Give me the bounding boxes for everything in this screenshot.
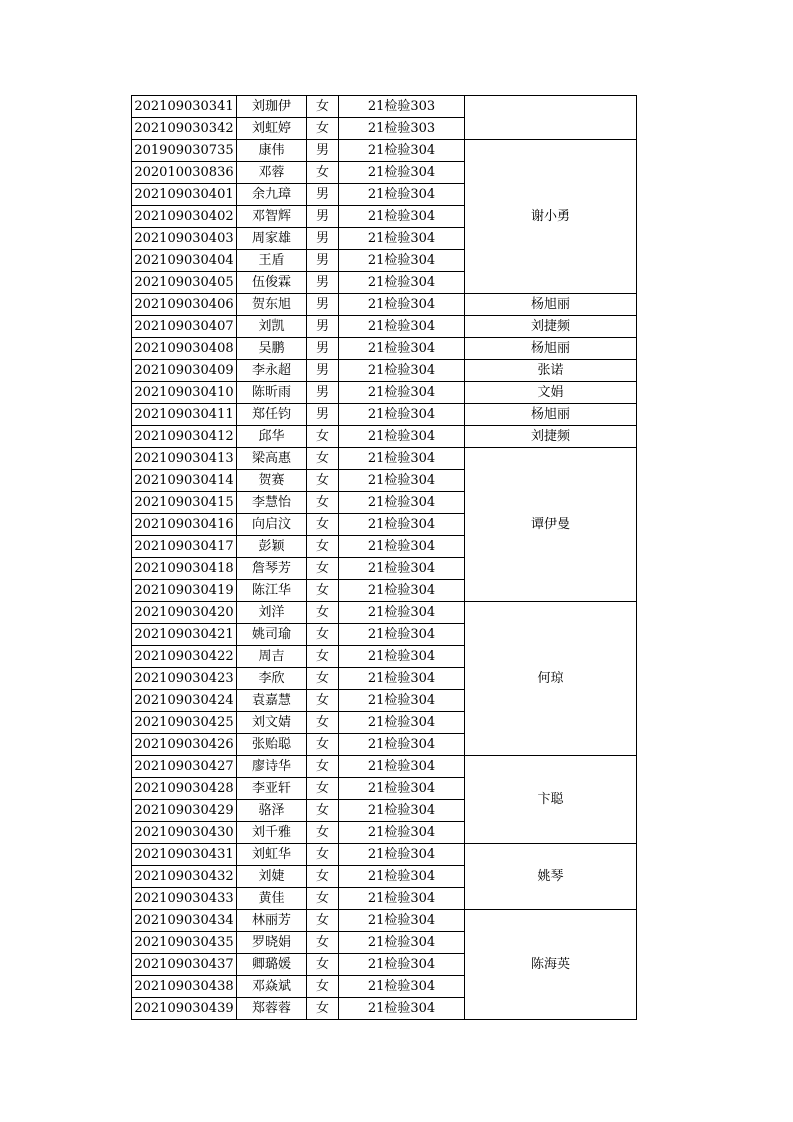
class-cell: 21检验304	[339, 866, 465, 888]
student-name-cell: 王盾	[237, 250, 307, 272]
advisor-cell: 刘捷频	[465, 316, 637, 338]
class-cell: 21检验304	[339, 668, 465, 690]
advisor-cell: 杨旭丽	[465, 404, 637, 426]
student-id-cell: 201909030735	[132, 140, 237, 162]
class-cell: 21检验304	[339, 514, 465, 536]
student-id-cell: 202109030437	[132, 954, 237, 976]
student-id-cell: 202109030410	[132, 382, 237, 404]
gender-cell: 女	[307, 536, 339, 558]
student-name-cell: 邓蓉	[237, 162, 307, 184]
class-cell: 21检验304	[339, 448, 465, 470]
class-cell: 21检验304	[339, 954, 465, 976]
student-id-cell: 202109030425	[132, 712, 237, 734]
class-cell: 21检验304	[339, 756, 465, 778]
gender-cell: 女	[307, 118, 339, 140]
advisor-cell: 谢小勇	[465, 140, 637, 294]
class-cell: 21检验304	[339, 822, 465, 844]
student-name-cell: 刘千雅	[237, 822, 307, 844]
gender-cell: 女	[307, 932, 339, 954]
table-row	[132, 294, 637, 316]
class-cell: 21检验304	[339, 206, 465, 228]
student-id-cell: 202109030423	[132, 668, 237, 690]
class-cell: 21检验304	[339, 998, 465, 1020]
gender-cell: 女	[307, 910, 339, 932]
gender-cell: 女	[307, 624, 339, 646]
student-name-cell: 骆泽	[237, 800, 307, 822]
gender-cell: 男	[307, 294, 339, 316]
student-name-cell: 李亚轩	[237, 778, 307, 800]
table-row	[132, 844, 637, 866]
student-id-cell: 202109030414	[132, 470, 237, 492]
student-name-cell: 贺赛	[237, 470, 307, 492]
table-row	[132, 360, 637, 382]
student-id-cell: 202109030412	[132, 426, 237, 448]
gender-cell: 男	[307, 338, 339, 360]
student-name-cell: 吴鹏	[237, 338, 307, 360]
student-id-cell: 202109030435	[132, 932, 237, 954]
student-id-cell: 202109030438	[132, 976, 237, 998]
student-id-cell: 202109030419	[132, 580, 237, 602]
student-id-cell: 202109030411	[132, 404, 237, 426]
student-id-cell: 202109030404	[132, 250, 237, 272]
class-cell: 21检验304	[339, 580, 465, 602]
student-id-cell: 202109030413	[132, 448, 237, 470]
gender-cell: 男	[307, 404, 339, 426]
student-name-cell: 刘虹华	[237, 844, 307, 866]
student-id-cell: 202109030431	[132, 844, 237, 866]
student-id-cell: 202109030439	[132, 998, 237, 1020]
gender-cell: 女	[307, 646, 339, 668]
class-cell: 21检验304	[339, 712, 465, 734]
gender-cell: 男	[307, 272, 339, 294]
student-name-cell: 李永超	[237, 360, 307, 382]
gender-cell: 男	[307, 316, 339, 338]
student-id-cell: 202109030418	[132, 558, 237, 580]
student-roster-table	[131, 95, 637, 1020]
gender-cell: 男	[307, 140, 339, 162]
student-id-cell: 202109030432	[132, 866, 237, 888]
gender-cell: 女	[307, 888, 339, 910]
student-name-cell: 邓智辉	[237, 206, 307, 228]
roster-body	[132, 96, 637, 1020]
class-cell: 21检验304	[339, 338, 465, 360]
class-cell: 21检验304	[339, 602, 465, 624]
gender-cell: 女	[307, 844, 339, 866]
table-row	[132, 316, 637, 338]
gender-cell: 女	[307, 470, 339, 492]
class-cell: 21检验304	[339, 316, 465, 338]
student-id-cell: 202109030402	[132, 206, 237, 228]
student-name-cell: 贺东旭	[237, 294, 307, 316]
student-id-cell: 202010030836	[132, 162, 237, 184]
class-cell: 21检验304	[339, 558, 465, 580]
table-row	[132, 96, 637, 118]
advisor-cell	[465, 96, 637, 140]
student-id-cell: 202109030430	[132, 822, 237, 844]
class-cell: 21检验304	[339, 382, 465, 404]
student-id-cell: 202109030434	[132, 910, 237, 932]
class-cell: 21检验304	[339, 360, 465, 382]
class-cell: 21检验304	[339, 492, 465, 514]
student-name-cell: 彭颖	[237, 536, 307, 558]
gender-cell: 男	[307, 228, 339, 250]
student-id-cell: 202109030342	[132, 118, 237, 140]
class-cell: 21检验304	[339, 272, 465, 294]
student-id-cell: 202109030401	[132, 184, 237, 206]
class-cell: 21检验304	[339, 778, 465, 800]
class-cell: 21检验303	[339, 96, 465, 118]
gender-cell: 女	[307, 558, 339, 580]
gender-cell: 女	[307, 96, 339, 118]
student-id-cell: 202109030341	[132, 96, 237, 118]
gender-cell: 女	[307, 448, 339, 470]
class-cell: 21检验304	[339, 690, 465, 712]
gender-cell: 男	[307, 250, 339, 272]
class-cell: 21检验304	[339, 250, 465, 272]
student-name-cell: 周吉	[237, 646, 307, 668]
class-cell: 21检验304	[339, 932, 465, 954]
gender-cell: 男	[307, 360, 339, 382]
gender-cell: 女	[307, 756, 339, 778]
student-name-cell: 周家雄	[237, 228, 307, 250]
gender-cell: 女	[307, 602, 339, 624]
gender-cell: 男	[307, 206, 339, 228]
student-name-cell: 陈昕雨	[237, 382, 307, 404]
student-id-cell: 202109030422	[132, 646, 237, 668]
student-name-cell: 黄佳	[237, 888, 307, 910]
class-cell: 21检验304	[339, 294, 465, 316]
student-name-cell: 张贻聪	[237, 734, 307, 756]
student-name-cell: 邱华	[237, 426, 307, 448]
class-cell: 21检验304	[339, 734, 465, 756]
advisor-cell: 卞聪	[465, 756, 637, 844]
student-name-cell: 刘文婧	[237, 712, 307, 734]
gender-cell: 女	[307, 426, 339, 448]
student-id-cell: 202109030407	[132, 316, 237, 338]
table-row	[132, 404, 637, 426]
table-row	[132, 426, 637, 448]
student-id-cell: 202109030426	[132, 734, 237, 756]
student-name-cell: 陈江华	[237, 580, 307, 602]
student-name-cell: 罗晓娟	[237, 932, 307, 954]
student-id-cell: 202109030415	[132, 492, 237, 514]
class-cell: 21检验304	[339, 800, 465, 822]
advisor-cell: 刘捷频	[465, 426, 637, 448]
student-name-cell: 姚司瑜	[237, 624, 307, 646]
table-row	[132, 602, 637, 624]
gender-cell: 女	[307, 998, 339, 1020]
class-cell: 21检验304	[339, 536, 465, 558]
gender-cell: 女	[307, 712, 339, 734]
student-name-cell: 郑任钧	[237, 404, 307, 426]
student-name-cell: 刘婕	[237, 866, 307, 888]
student-id-cell: 202109030405	[132, 272, 237, 294]
student-id-cell: 202109030421	[132, 624, 237, 646]
class-cell: 21检验303	[339, 118, 465, 140]
student-name-cell: 康伟	[237, 140, 307, 162]
gender-cell: 女	[307, 800, 339, 822]
advisor-cell: 文娟	[465, 382, 637, 404]
gender-cell: 女	[307, 822, 339, 844]
gender-cell: 女	[307, 866, 339, 888]
class-cell: 21检验304	[339, 140, 465, 162]
student-id-cell: 202109030416	[132, 514, 237, 536]
student-id-cell: 202109030427	[132, 756, 237, 778]
student-name-cell: 刘珈伊	[237, 96, 307, 118]
student-name-cell: 刘虹婷	[237, 118, 307, 140]
class-cell: 21检验304	[339, 976, 465, 998]
advisor-cell: 杨旭丽	[465, 294, 637, 316]
class-cell: 21检验304	[339, 404, 465, 426]
gender-cell: 女	[307, 514, 339, 536]
gender-cell: 女	[307, 668, 339, 690]
advisor-cell: 陈海英	[465, 910, 637, 1020]
student-name-cell: 袁嘉慧	[237, 690, 307, 712]
student-name-cell: 李慧怡	[237, 492, 307, 514]
class-cell: 21检验304	[339, 162, 465, 184]
class-cell: 21检验304	[339, 888, 465, 910]
class-cell: 21检验304	[339, 228, 465, 250]
class-cell: 21检验304	[339, 910, 465, 932]
gender-cell: 女	[307, 734, 339, 756]
table-row	[132, 382, 637, 404]
advisor-cell: 杨旭丽	[465, 338, 637, 360]
gender-cell: 女	[307, 580, 339, 602]
student-name-cell: 余九璋	[237, 184, 307, 206]
student-id-cell: 202109030420	[132, 602, 237, 624]
gender-cell: 女	[307, 954, 339, 976]
student-id-cell: 202109030409	[132, 360, 237, 382]
table-row	[132, 140, 637, 162]
student-name-cell: 伍俊霖	[237, 272, 307, 294]
student-name-cell: 刘凯	[237, 316, 307, 338]
advisor-cell: 张诺	[465, 360, 637, 382]
student-name-cell: 李欣	[237, 668, 307, 690]
gender-cell: 女	[307, 690, 339, 712]
student-id-cell: 202109030429	[132, 800, 237, 822]
table-row	[132, 338, 637, 360]
student-name-cell: 向启汶	[237, 514, 307, 536]
table-row	[132, 756, 637, 778]
student-name-cell: 梁高惠	[237, 448, 307, 470]
table-row	[132, 910, 637, 932]
student-id-cell: 202109030406	[132, 294, 237, 316]
class-cell: 21检验304	[339, 184, 465, 206]
student-name-cell: 詹琴芳	[237, 558, 307, 580]
student-id-cell: 202109030403	[132, 228, 237, 250]
advisor-cell: 谭伊曼	[465, 448, 637, 602]
student-name-cell: 廖诗华	[237, 756, 307, 778]
student-name-cell: 邓焱斌	[237, 976, 307, 998]
class-cell: 21检验304	[339, 646, 465, 668]
student-id-cell: 202109030417	[132, 536, 237, 558]
advisor-cell: 姚琴	[465, 844, 637, 910]
student-name-cell: 郑蓉蓉	[237, 998, 307, 1020]
student-name-cell: 卿璐媛	[237, 954, 307, 976]
gender-cell: 男	[307, 382, 339, 404]
class-cell: 21检验304	[339, 844, 465, 866]
student-id-cell: 202109030433	[132, 888, 237, 910]
student-id-cell: 202109030408	[132, 338, 237, 360]
table-row	[132, 448, 637, 470]
student-id-cell: 202109030424	[132, 690, 237, 712]
class-cell: 21检验304	[339, 426, 465, 448]
class-cell: 21检验304	[339, 470, 465, 492]
student-name-cell: 林丽芳	[237, 910, 307, 932]
student-id-cell: 202109030428	[132, 778, 237, 800]
gender-cell: 女	[307, 162, 339, 184]
advisor-cell: 何琼	[465, 602, 637, 756]
class-cell: 21检验304	[339, 624, 465, 646]
gender-cell: 女	[307, 778, 339, 800]
gender-cell: 女	[307, 492, 339, 514]
gender-cell: 男	[307, 184, 339, 206]
gender-cell: 女	[307, 976, 339, 998]
student-name-cell: 刘洋	[237, 602, 307, 624]
